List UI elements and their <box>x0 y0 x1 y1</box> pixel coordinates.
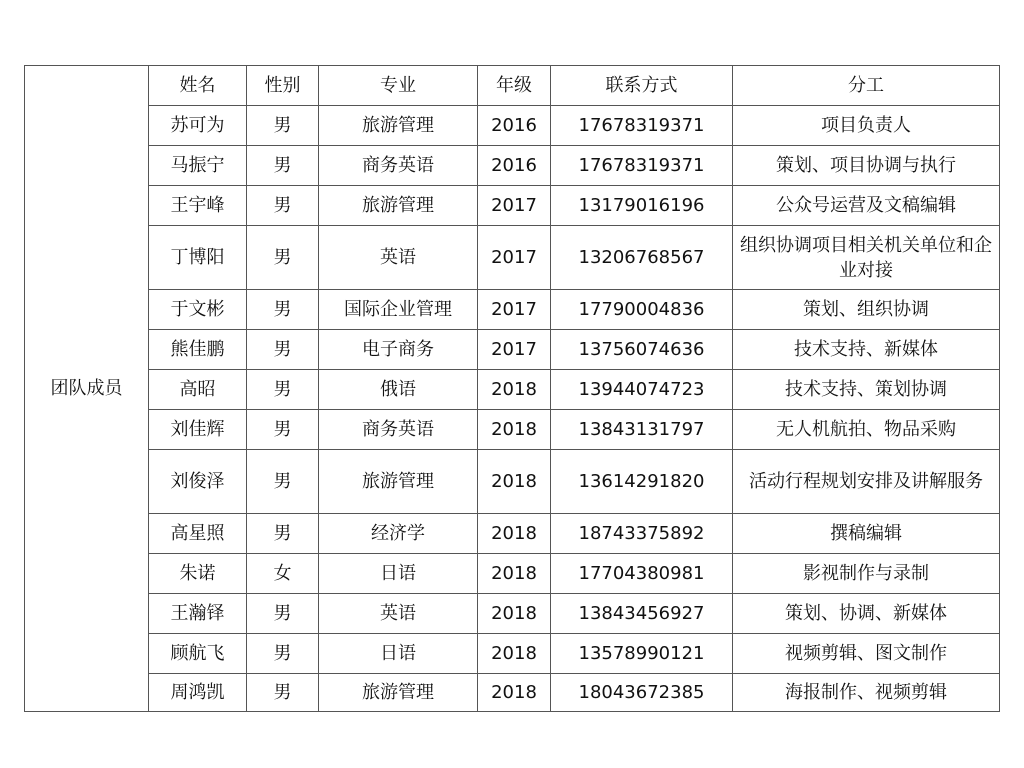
cell-contact: 18743375892 <box>551 514 733 554</box>
cell-contact: 13843456927 <box>551 594 733 634</box>
header-name: 姓名 <box>149 66 247 106</box>
table-row <box>25 226 1000 290</box>
cell-role: 策划、项目协调与执行 <box>733 146 1000 186</box>
cell-name: 高昭 <box>149 370 247 410</box>
cell-grade: 2018 <box>478 554 551 594</box>
cell-major: 英语 <box>319 594 478 634</box>
table-row <box>25 146 1000 186</box>
cell-name: 王瀚铎 <box>149 594 247 634</box>
cell-name: 于文彬 <box>149 290 247 330</box>
cell-name: 苏可为 <box>149 106 247 146</box>
cell-gender: 男 <box>247 450 319 514</box>
cell-role: 技术支持、新媒体 <box>733 330 1000 370</box>
cell-major: 俄语 <box>319 370 478 410</box>
header-gender: 性别 <box>247 66 319 106</box>
table-row <box>25 186 1000 226</box>
cell-name: 马振宁 <box>149 146 247 186</box>
cell-grade: 2017 <box>478 226 551 290</box>
cell-major: 旅游管理 <box>319 674 478 712</box>
table-row <box>25 450 1000 514</box>
cell-gender: 男 <box>247 634 319 674</box>
cell-name: 顾航飞 <box>149 634 247 674</box>
cell-gender: 女 <box>247 554 319 594</box>
cell-gender: 男 <box>247 106 319 146</box>
cell-grade: 2018 <box>478 594 551 634</box>
cell-grade: 2018 <box>478 674 551 712</box>
cell-contact: 13944074723 <box>551 370 733 410</box>
table-row <box>25 594 1000 634</box>
cell-grade: 2017 <box>478 330 551 370</box>
header-role: 分工 <box>733 66 1000 106</box>
cell-major: 旅游管理 <box>319 106 478 146</box>
cell-contact: 13756074636 <box>551 330 733 370</box>
cell-contact: 13843131797 <box>551 410 733 450</box>
cell-name: 刘俊泽 <box>149 450 247 514</box>
table-row <box>25 634 1000 674</box>
cell-role: 撰稿编辑 <box>733 514 1000 554</box>
cell-grade: 2018 <box>478 370 551 410</box>
cell-gender: 男 <box>247 594 319 634</box>
cell-role: 公众号运营及文稿编辑 <box>733 186 1000 226</box>
cell-contact: 18043672385 <box>551 674 733 712</box>
cell-role: 技术支持、策划协调 <box>733 370 1000 410</box>
table-row <box>25 106 1000 146</box>
cell-gender: 男 <box>247 146 319 186</box>
team-members-table <box>24 65 1000 712</box>
cell-role: 视频剪辑、图文制作 <box>733 634 1000 674</box>
cell-role: 组织协调项目相关机关单位和企业对接 <box>733 226 1000 290</box>
table-row <box>25 290 1000 330</box>
table-row <box>25 330 1000 370</box>
cell-major: 电子商务 <box>319 330 478 370</box>
cell-gender: 男 <box>247 290 319 330</box>
cell-gender: 男 <box>247 514 319 554</box>
cell-contact: 13206768567 <box>551 226 733 290</box>
cell-contact: 17704380981 <box>551 554 733 594</box>
table-row <box>25 674 1000 712</box>
cell-major: 经济学 <box>319 514 478 554</box>
header-row <box>25 66 1000 106</box>
cell-gender: 男 <box>247 186 319 226</box>
cell-name: 熊佳鹏 <box>149 330 247 370</box>
cell-grade: 2018 <box>478 634 551 674</box>
cell-name: 高星照 <box>149 514 247 554</box>
cell-major: 日语 <box>319 554 478 594</box>
cell-major: 英语 <box>319 226 478 290</box>
cell-name: 丁博阳 <box>149 226 247 290</box>
cell-contact: 17678319371 <box>551 106 733 146</box>
cell-role: 项目负责人 <box>733 106 1000 146</box>
table-row <box>25 514 1000 554</box>
cell-role: 活动行程规划安排及讲解服务 <box>733 450 1000 514</box>
header-contact: 联系方式 <box>551 66 733 106</box>
cell-gender: 男 <box>247 674 319 712</box>
cell-grade: 2017 <box>478 290 551 330</box>
cell-major: 商务英语 <box>319 146 478 186</box>
cell-role: 影视制作与录制 <box>733 554 1000 594</box>
cell-role: 海报制作、视频剪辑 <box>733 674 1000 712</box>
table-row <box>25 370 1000 410</box>
cell-name: 周鸿凯 <box>149 674 247 712</box>
header-grade: 年级 <box>478 66 551 106</box>
cell-grade: 2017 <box>478 186 551 226</box>
cell-grade: 2018 <box>478 410 551 450</box>
cell-contact: 13179016196 <box>551 186 733 226</box>
cell-contact: 13614291820 <box>551 450 733 514</box>
cell-name: 刘佳辉 <box>149 410 247 450</box>
cell-major: 商务英语 <box>319 410 478 450</box>
cell-contact: 17678319371 <box>551 146 733 186</box>
cell-major: 旅游管理 <box>319 450 478 514</box>
group-label: 团队成员 <box>25 66 149 712</box>
cell-role: 策划、组织协调 <box>733 290 1000 330</box>
cell-role: 策划、协调、新媒体 <box>733 594 1000 634</box>
cell-contact: 17790004836 <box>551 290 733 330</box>
cell-gender: 男 <box>247 226 319 290</box>
cell-contact: 13578990121 <box>551 634 733 674</box>
header-major: 专业 <box>319 66 478 106</box>
cell-major: 旅游管理 <box>319 186 478 226</box>
cell-gender: 男 <box>247 410 319 450</box>
cell-name: 朱诺 <box>149 554 247 594</box>
cell-grade: 2016 <box>478 106 551 146</box>
cell-gender: 男 <box>247 330 319 370</box>
table-row <box>25 554 1000 594</box>
cell-role: 无人机航拍、物品采购 <box>733 410 1000 450</box>
table-row <box>25 410 1000 450</box>
cell-grade: 2016 <box>478 146 551 186</box>
cell-grade: 2018 <box>478 514 551 554</box>
cell-grade: 2018 <box>478 450 551 514</box>
cell-gender: 男 <box>247 370 319 410</box>
cell-major: 日语 <box>319 634 478 674</box>
cell-name: 王宇峰 <box>149 186 247 226</box>
cell-major: 国际企业管理 <box>319 290 478 330</box>
